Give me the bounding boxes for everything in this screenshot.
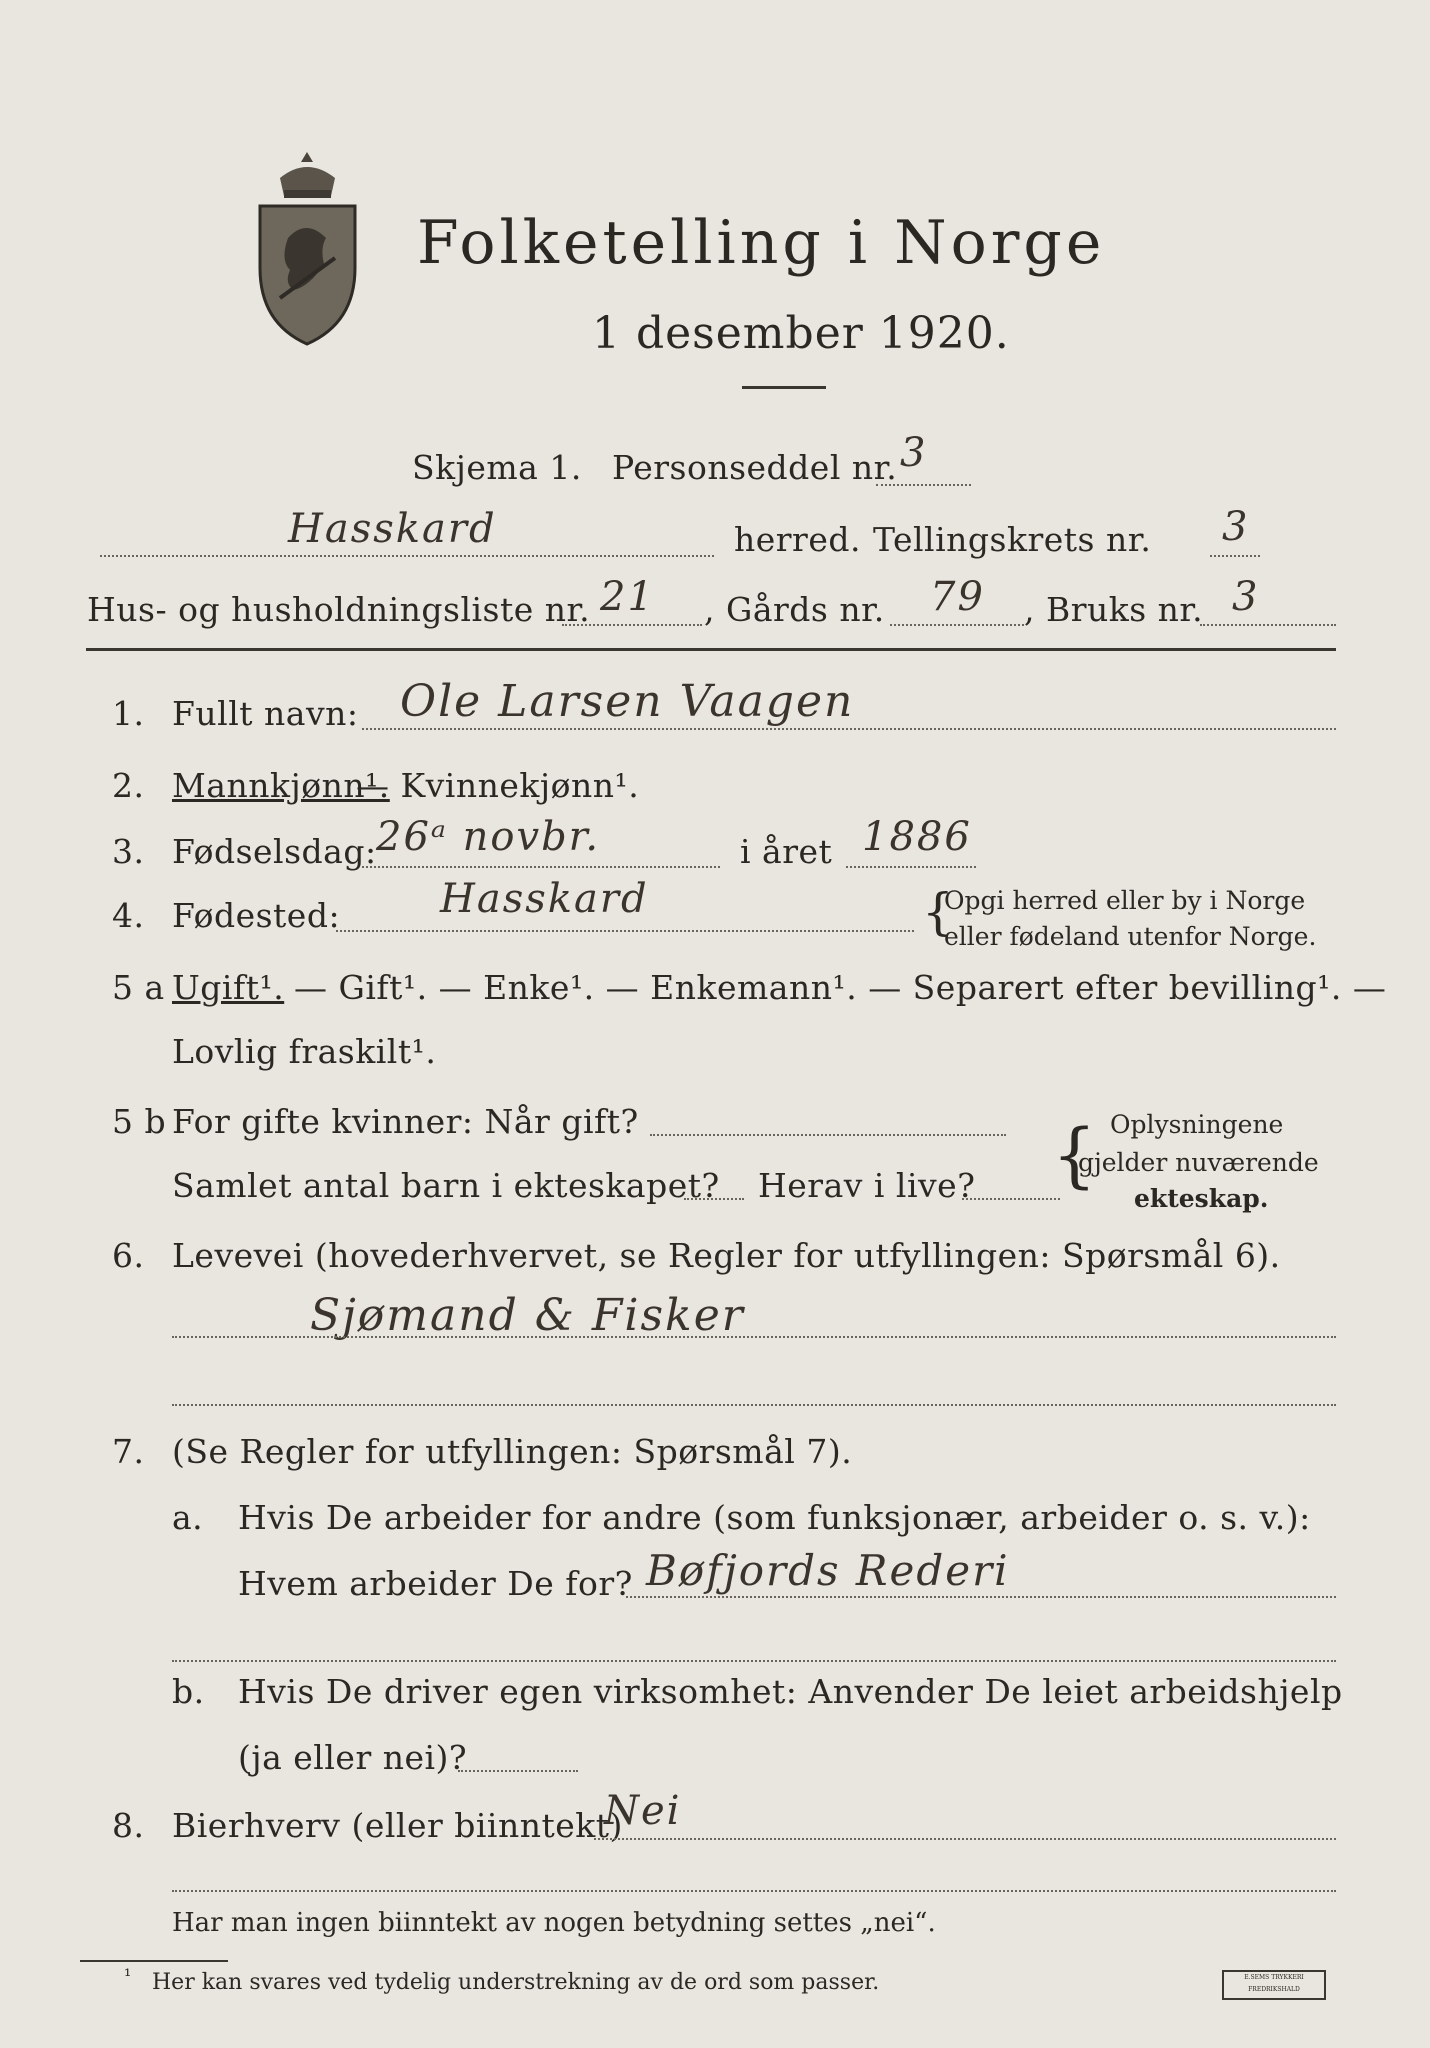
full-name-value[interactable]: Ole Larsen Vaagen <box>400 676 855 727</box>
occupation-value[interactable]: Sjømand & Fisker <box>310 1290 745 1341</box>
gards-label: , Gårds nr. <box>704 590 885 629</box>
q7-label: (Se Regler for utfyllingen: Spørsmål 7). <box>172 1432 853 1471</box>
tellingskrets-label: Tellingskrets nr. <box>873 520 1152 559</box>
birthdate-value[interactable]: 26ᵃ novbr. <box>376 814 601 860</box>
q5b-brace: { <box>1052 1114 1097 1196</box>
bruks-value[interactable]: 3 <box>1232 574 1260 620</box>
q5b-note-2: gjelder nuværende <box>1078 1148 1319 1177</box>
side-income-value[interactable]: Nei <box>604 1788 682 1834</box>
q7a-letter: a. <box>172 1498 204 1537</box>
q7-number: 7. <box>112 1432 145 1471</box>
q7b-line1: Hvis De driver egen virksomhet: Anvender De leiet arbeidshjelp <box>238 1672 1343 1711</box>
q3-number: 3. <box>112 832 145 871</box>
q7b-line2: (ja eller nei)? <box>238 1738 468 1777</box>
q1-label: Fullt navn: <box>172 694 359 733</box>
footnote-text: Her kan svares ved tydelig understrekning av de ord som passer. <box>152 1970 880 1995</box>
sex-female-option[interactable]: — Kvinnekjønn¹. <box>356 766 640 805</box>
birth-year-value[interactable]: 1886 <box>862 814 972 860</box>
hus-value[interactable]: 21 <box>600 574 655 620</box>
q4-label: Fødested: <box>172 896 341 935</box>
header-rule <box>86 648 1336 651</box>
q8-number: 8. <box>112 1806 145 1845</box>
q3-label: Fødselsdag: <box>172 832 377 871</box>
q5b-note-1: Oplysningene <box>1110 1110 1284 1139</box>
footer-note: Har man ingen biinntekt av nogen betydning settes „nei“. <box>172 1908 936 1938</box>
ugift-option[interactable]: Ugift¹. <box>172 968 285 1007</box>
herred-value[interactable]: Hasskard <box>288 506 497 552</box>
q8-label: Bierhverv (eller biinntekt) <box>172 1806 623 1845</box>
employer-value[interactable]: Bøfjords Rederi <box>646 1546 1010 1595</box>
tellingskrets-value[interactable]: 3 <box>1222 504 1250 550</box>
q5a-number: 5 a <box>112 968 165 1007</box>
q7a-line1: Hvis De arbeider for andre (som funksjonær, arbeider o. s. v.): <box>238 1498 1311 1537</box>
footnote-rule <box>80 1960 228 1962</box>
herred-label: herred. <box>734 520 861 559</box>
footnote-mark: ¹ <box>124 1966 132 1987</box>
personseddel-label: Personseddel nr. <box>612 448 898 487</box>
fraskilt-option[interactable]: Lovlig fraskilt¹. <box>172 1032 437 1071</box>
sex-male-option[interactable]: Mannkjønn¹. <box>172 766 390 805</box>
skjema-label: Skjema 1. <box>412 448 582 487</box>
q2-number: 2. <box>112 766 145 805</box>
q6-number: 6. <box>112 1236 145 1275</box>
form-title: Folketelling i Norge <box>417 208 1106 278</box>
title-divider <box>742 386 826 389</box>
q1-number: 1. <box>112 694 145 733</box>
q5b-children-label: Samlet antal barn i ekteskapet? <box>172 1166 720 1205</box>
census-date: 1 desember 1920. <box>592 308 1010 359</box>
hus-label: Hus- og husholdningsliste nr. <box>87 590 591 629</box>
printer-stamp: E.SEMS TRYKKERI FREDRIKSHALD <box>1222 1970 1326 2000</box>
birthplace-value[interactable]: Hasskard <box>440 876 649 922</box>
q5b-alive-label: Herav i live? <box>758 1166 976 1205</box>
q5b-number: 5 b <box>112 1102 167 1141</box>
q7a-line2: Hvem arbeider De for? <box>238 1564 633 1603</box>
marital-options[interactable]: — Gift¹. — Enke¹. — Enkemann¹. — Separert efter bevilling¹. — <box>294 968 1387 1007</box>
q6-label: Levevei (hovederhvervet, se Regler for utfyllingen: Spørsmål 6). <box>172 1236 1281 1275</box>
personseddel-value[interactable]: 3 <box>900 430 928 476</box>
q4-brace: { <box>922 883 954 941</box>
q4-note-2: eller fødeland utenfor Norge. <box>944 922 1317 951</box>
q5b-note-3: ekteskap. <box>1134 1184 1269 1213</box>
coat-of-arms-icon <box>250 148 365 348</box>
q5b-line1: For gifte kvinner: Når gift? <box>172 1102 639 1141</box>
q4-number: 4. <box>112 896 145 935</box>
bruks-label: , Bruks nr. <box>1024 590 1204 629</box>
q7b-letter: b. <box>172 1672 205 1711</box>
gards-value[interactable]: 79 <box>930 574 985 620</box>
year-label: i året <box>740 832 833 871</box>
q4-note-1: Opgi herred eller by i Norge <box>944 886 1306 915</box>
